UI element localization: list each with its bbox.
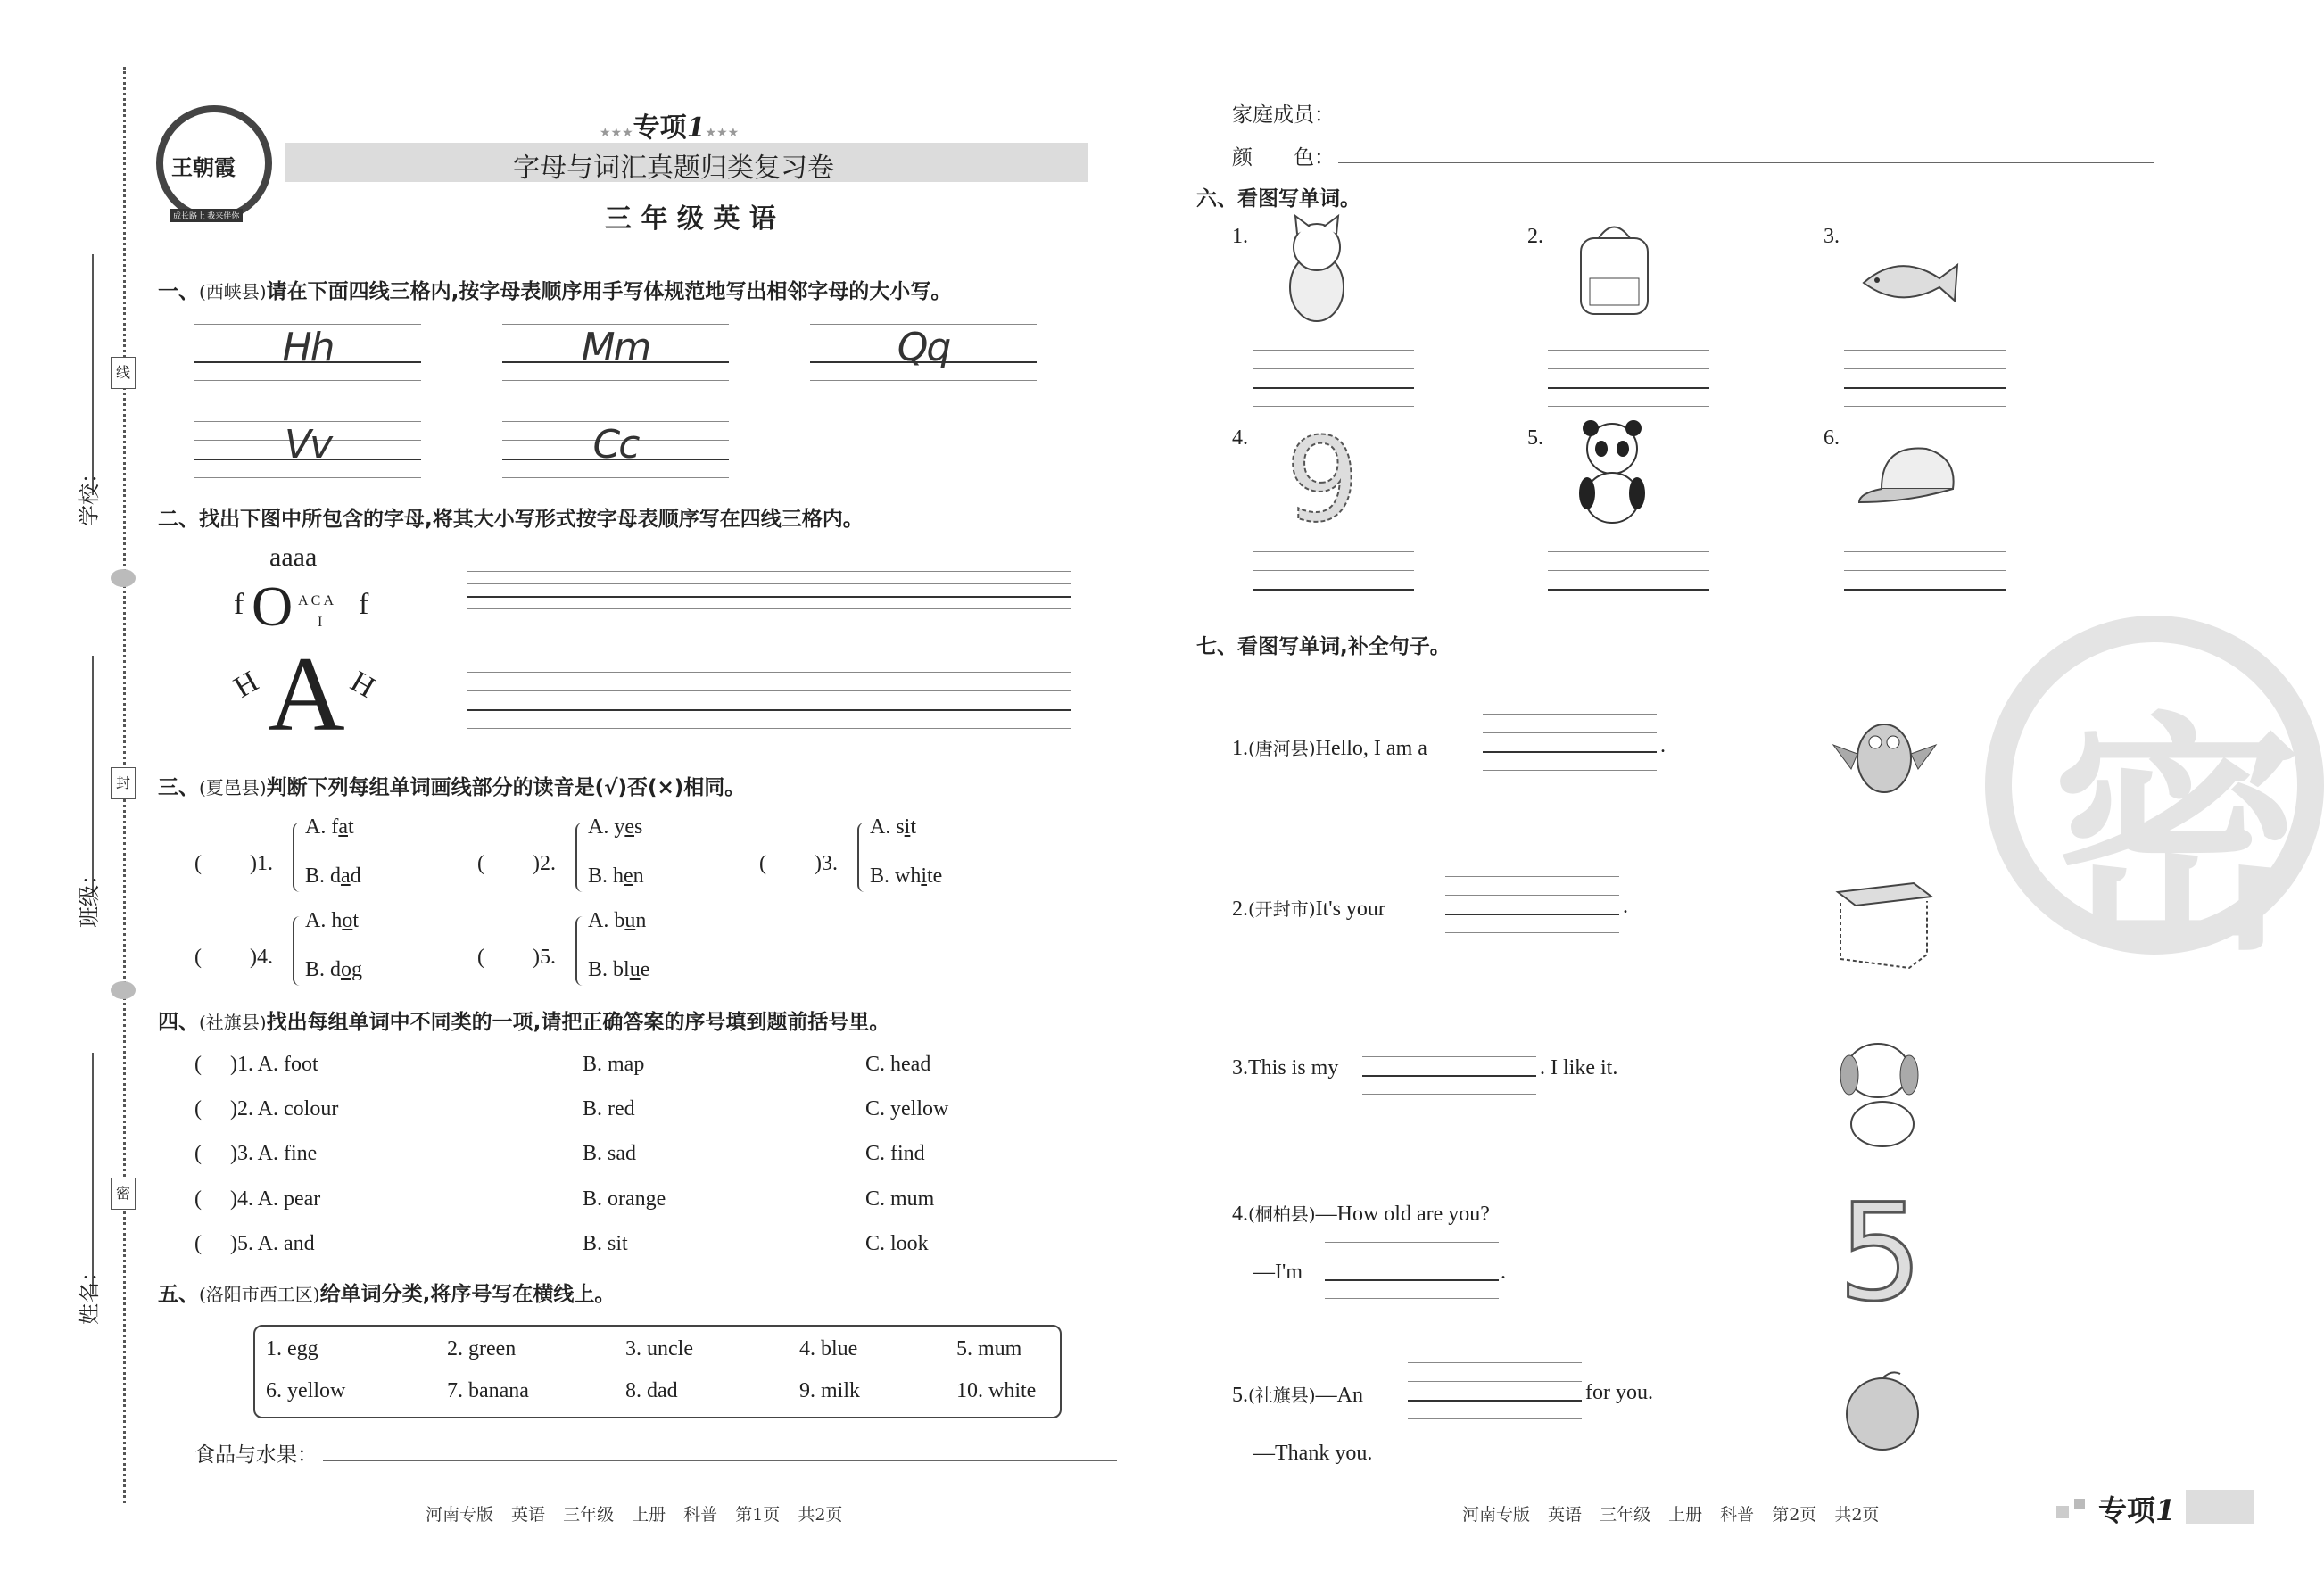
figure-letter-i: I <box>318 615 323 630</box>
option-a: A. yes <box>588 815 643 839</box>
row-option: C. yellow <box>865 1097 949 1121</box>
row-item-a: )5. A. and <box>209 1232 315 1255</box>
page-title: 字母与词汇真题归类复习卷 <box>513 153 834 184</box>
watermark-char: 密 <box>2052 693 2302 984</box>
footer-tab-deco <box>2074 1499 2085 1509</box>
item-number: )3. <box>815 852 838 875</box>
name-label: 姓名： <box>77 1261 102 1325</box>
section-3-heading: 三、(夏邑县)判断下列每组单词画线部分的读音是(√)否(×)相同。 <box>158 776 746 799</box>
option-a: A. hot <box>305 909 360 932</box>
picture-number: 4. <box>1232 426 1248 450</box>
word-item: 8. dad <box>625 1379 678 1402</box>
writing-grid[interactable]: Mm <box>502 324 729 380</box>
sentence-end: . I like it. <box>1540 1056 1618 1079</box>
section-4-heading: 四、(社旗县)找出每组单词中不同类的一项,请把正确答案的序号填到题前括号里。 <box>158 1011 890 1034</box>
footer-tab-deco <box>2056 1506 2069 1518</box>
picture-number: 1. <box>1232 225 1248 248</box>
seal-mark-xian: 线 <box>111 357 136 389</box>
option-b: B. dad <box>305 864 361 888</box>
logo: 王朝霞 成长路上 我来伴你 <box>152 98 285 223</box>
brace <box>575 823 586 892</box>
answer-paren[interactable]: ( <box>194 1187 202 1211</box>
category-color-answer-line[interactable] <box>1338 162 2154 163</box>
word-item: 9. milk <box>799 1379 861 1402</box>
footer-tab-bg <box>2186 1490 2254 1524</box>
writing-grid[interactable] <box>1253 350 1414 406</box>
sentence-4: 4.(桐柏县)—How old are you? <box>1232 1203 1490 1226</box>
row-option: C. look <box>865 1232 929 1255</box>
figure-big-o: O <box>252 575 294 638</box>
row-item-a: )1. A. foot <box>209 1053 318 1076</box>
answer-paren[interactable]: ( <box>194 1142 202 1165</box>
item-number: )1. <box>250 852 273 875</box>
row-option: B. red <box>583 1097 635 1121</box>
sentence-end: . <box>1660 734 1666 757</box>
figure-letter-f-left: f <box>234 588 244 621</box>
row-item-a: )3. A. fine <box>209 1142 318 1165</box>
figure-letter-h-right: H <box>344 665 381 705</box>
item-number: )2. <box>533 852 556 875</box>
sentence-5: 5.(社旗县)—An <box>1232 1384 1363 1407</box>
section-2-heading: 二、找出下图中所包含的字母,将其大小写形式按字母表顺序写在四线三格内。 <box>158 508 864 531</box>
option-b: B. dog <box>305 958 363 981</box>
seal-mark-mi: 密 <box>111 1178 136 1210</box>
sentence-end: for you. <box>1585 1381 1653 1404</box>
answer-grid[interactable] <box>1483 714 1657 770</box>
picture-number: 3. <box>1824 225 1840 248</box>
writing-grid[interactable] <box>1548 350 1709 406</box>
footer-right: 河南专版 英语 三年级 上册 科普 第2页 共2页 <box>1462 1505 1880 1525</box>
writing-grid[interactable] <box>467 571 1071 608</box>
answer-paren[interactable]: ( <box>194 1097 202 1121</box>
option-a: A. bun <box>588 909 647 932</box>
seal-mark-feng: 封 <box>111 767 136 799</box>
section-6-heading: 六、看图写单词。 <box>1196 187 1360 211</box>
page-subtitle: 三 年 级 英 语 <box>605 203 776 235</box>
row-item-a: )4. A. pear <box>209 1187 321 1211</box>
word-item: 6. yellow <box>266 1379 346 1402</box>
brace <box>857 823 868 892</box>
nine-picture <box>1263 412 1375 548</box>
section-5-heading: 五、(洛阳市西工区)给单词分类,将序号写在横线上。 <box>158 1283 616 1306</box>
class-label: 班级： <box>77 864 102 928</box>
box-picture <box>1833 874 1936 972</box>
category-food-label: 食品与水果： <box>194 1443 318 1467</box>
answer-paren[interactable]: ( <box>477 946 484 969</box>
row-option: C. find <box>865 1142 925 1165</box>
row-option: C. mum <box>865 1187 935 1211</box>
bag-picture <box>1559 216 1670 327</box>
item-number: )4. <box>250 946 273 969</box>
svg-text:9: 9 <box>1286 412 1360 548</box>
cat-picture <box>1263 216 1375 327</box>
answer-grid[interactable] <box>1408 1362 1582 1418</box>
apple-picture <box>1838 1365 1927 1454</box>
answer-grid[interactable] <box>1445 876 1619 932</box>
writing-grid[interactable] <box>1844 551 2006 608</box>
brace <box>575 916 586 986</box>
answer-paren[interactable]: ( <box>194 1232 202 1255</box>
writing-grid[interactable] <box>467 672 1071 728</box>
scissor-icon <box>111 981 136 999</box>
figure-big-a: A <box>268 634 345 753</box>
word-item: 1. egg <box>266 1337 318 1360</box>
class-field-line[interactable] <box>92 656 94 897</box>
row-option: C. head <box>865 1053 931 1076</box>
option-b: B. white <box>870 864 943 888</box>
category-family-label: 家庭成员： <box>1232 103 1335 127</box>
dog-picture <box>1833 1035 1931 1151</box>
word-item: 10. white <box>956 1379 1037 1402</box>
writing-grid[interactable]: Cc <box>502 421 729 477</box>
bird-picture <box>1829 705 1940 812</box>
row-option: B. orange <box>583 1187 666 1211</box>
q5-reply: —Thank you. <box>1253 1442 1373 1465</box>
picture-number: 6. <box>1824 426 1840 450</box>
row-option: B. sit <box>583 1232 628 1255</box>
category-food-answer-line[interactable] <box>323 1460 1117 1461</box>
row-item-a: )2. A. colour <box>209 1097 339 1121</box>
badge: ★★★专项1★★★ <box>600 112 740 144</box>
item-number: )5. <box>533 946 556 969</box>
answer-paren[interactable]: ( <box>194 1053 202 1076</box>
answer-paren[interactable]: ( <box>194 946 202 969</box>
footer-left: 河南专版 英语 三年级 上册 科普 第1页 共2页 <box>426 1505 843 1525</box>
brace <box>293 823 303 892</box>
option-b: B. hen <box>588 864 644 888</box>
writing-grid[interactable]: Hh <box>194 324 421 380</box>
section-7-heading: 七、看图写单词,补全句子。 <box>1196 635 1451 658</box>
word-item: 2. green <box>447 1337 517 1360</box>
picture-number: 5. <box>1527 426 1543 450</box>
word-item: 4. blue <box>799 1337 858 1360</box>
writing-grid[interactable] <box>1548 551 1709 608</box>
row-option: B. sad <box>583 1142 636 1165</box>
name-field-line[interactable] <box>92 1053 94 1294</box>
q4-end: . <box>1501 1261 1506 1284</box>
footer-tab: 专项1 <box>2098 1493 2176 1527</box>
figure-small-a-row: aaaa <box>269 542 318 572</box>
option-b: B. blue <box>588 958 650 981</box>
figure-letter-f-right: f <box>359 588 369 621</box>
school-field-line[interactable] <box>92 254 94 495</box>
writing-grid[interactable] <box>1844 350 2006 406</box>
sentence-1: 1.(唐河县)Hello, I am a <box>1232 737 1427 760</box>
letter-figure <box>228 542 381 753</box>
word-item: 7. banana <box>447 1379 529 1402</box>
word-item: 5. mum <box>956 1337 1022 1360</box>
picture-number: 2. <box>1527 225 1543 248</box>
answer-paren[interactable]: ( <box>477 852 484 875</box>
row-option: B. map <box>583 1053 645 1076</box>
writing-grid[interactable]: Qq <box>810 324 1037 380</box>
answer-paren[interactable]: ( <box>194 852 202 875</box>
fish-picture <box>1855 216 1966 327</box>
answer-grid[interactable] <box>1362 1038 1536 1094</box>
writing-grid[interactable] <box>1253 551 1414 608</box>
option-a: A. fat <box>305 815 354 839</box>
panda-picture <box>1559 418 1670 529</box>
q4-reply: —I'm <box>1253 1261 1303 1284</box>
brace <box>293 916 303 986</box>
number-five-picture: 5 <box>1838 1176 1923 1331</box>
scissor-icon <box>111 569 136 587</box>
sentence-end: . <box>1623 895 1628 918</box>
school-label: 学校： <box>77 462 102 526</box>
option-a: A. sit <box>870 815 917 839</box>
answer-paren[interactable]: ( <box>759 852 766 875</box>
sentence-2: 2.(开封市)It's your <box>1232 897 1385 921</box>
figure-letter-h-left: H <box>228 665 264 705</box>
figure-aca: A C A <box>298 593 335 608</box>
word-item: 3. uncle <box>625 1337 693 1360</box>
sentence-3: 3.This is my <box>1232 1056 1339 1079</box>
answer-grid[interactable] <box>1325 1242 1499 1298</box>
category-color-label: 颜 色： <box>1232 146 1335 170</box>
writing-grid[interactable]: Vv <box>194 421 421 477</box>
cap-picture <box>1855 418 1966 529</box>
section-1-heading: 一、(西峡县)请在下面四线三格内,按字母表顺序用手写体规范地写出相邻字母的大小写。 <box>158 280 952 303</box>
